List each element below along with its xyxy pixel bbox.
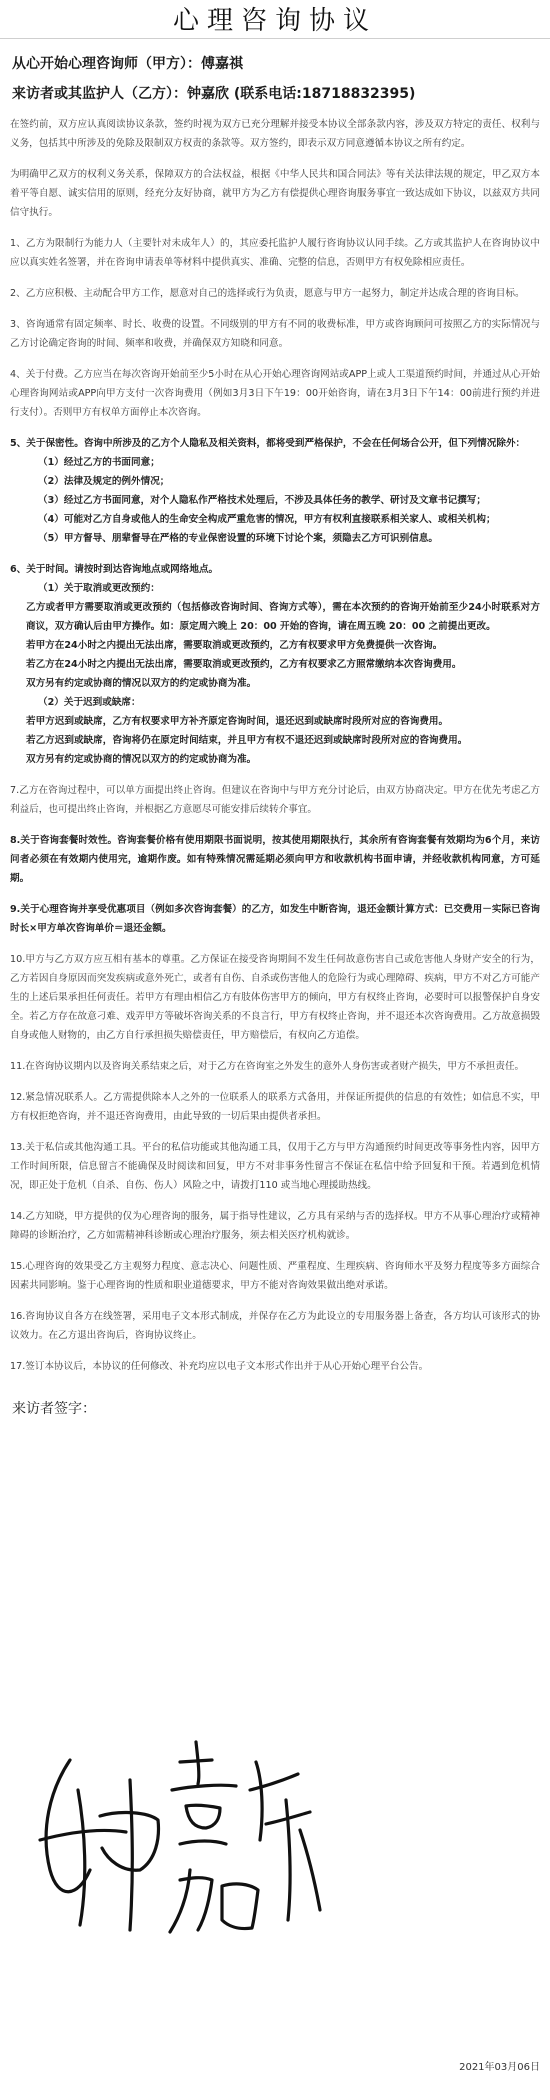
clause-8: 8.关于咨询套餐时效性。咨询套餐价格有使用期限书面说明，按其使用期限执行，其余所有咨询套餐有效期均为6个月，来访问者必须在有效期内使用完，逾期作废。如有特殊情况需延期必须向甲方和收款机构书面申请，并经收款机构同意，方可延期。 (10, 835, 540, 884)
clause-6-sub1-para2: 若甲方在24小时之内提出无法出席，需要取消或更改预约，乙方有权要求甲方免费提供一次咨询。 (26, 640, 443, 651)
clause-4: 4、关于付费。乙方应当在每次咨询开始前至少5小时在从心开始心理咨询网站或APP上或人工渠道预约时间，并通过从心开始心理咨询网站或APP向甲方支付一次咨询费用（例如3月3日下午19：00开始咨询，请在3月3日下午14：00前进行预约并进行支付）。否则甲方有权单方面停止本次咨询。 (10, 369, 540, 418)
counselor-line: 从心开始心理咨询师（甲方）：傅嘉祺 (12, 56, 243, 72)
clause-14: 14.乙方知晓，甲方提供的仅为心理咨询的服务，属于指导性建议，乙方具有采纳与否的选择权。甲方不从事心理治疗或精神障碍的诊断治疗，乙方如需精神科诊断或心理治疗服务，须去相关医疗机构就诊。 (10, 1211, 540, 1241)
clause-5-item-1: （1）经过乙方的书面同意； (38, 457, 160, 468)
clause-10: 10.甲方与乙方双方应互相有基本的尊重。乙方保证在接受咨询期间不发生任何故意伤害自己或危害他人身财产安全的行为，乙方若因自身原因而突发疾病或意外死亡，或者有自伤、自杀或伤害他人的危险行为或心理障碍、疾病，甲方不对乙方可能产生的上述后果承担任何责任。若甲方有理由相信乙方有肢体伤害甲方的倾向，甲方有权终止咨询，必要时可以报警保护自身安全。若乙方存在故意刁难、戏弄甲方等破坏咨询关系的不良言行，甲方有权终止咨询，并不退还本次咨询费用。乙方故意损毁自身或他人财物的，由乙方自行承担损失赔偿责任，甲方赔偿后，有权向乙方追偿。 (10, 954, 540, 1041)
clause-5-intro: 5、关于保密性。咨询中所涉及的乙方个人隐私及相关资料，都将受到严格保护，不会在任何场合公开，但下列情况除外： (10, 438, 526, 449)
clause-6-intro: 6、关于时间。请按时到达咨询地点或网络地点。 (10, 564, 219, 575)
clause-6-sub2-para1: 若甲方迟到或缺席，乙方有权要求甲方补齐原定咨询时间，退还迟到或缺席时段所对应的咨询费用。 (26, 716, 449, 727)
clause-9: 9.关于心理咨询并享受优惠项目（例如多次咨询套餐）的乙方，如发生中断咨询，退还金额计算方式：已交费用－实际已咨询时长×甲方单次咨询单价＝退还金额。 (10, 904, 540, 934)
clause-15: 15.心理咨询的效果受乙方主观努力程度、意志决心、问题性质、严重程度、生理疾病、咨询师水平及努力程度等多方面综合因素共同影响。鉴于心理咨询的性质和职业道德要求，甲方不能对咨询效果做出绝对承诺。 (10, 1261, 540, 1291)
clause-6-sub1-title: （1）关于取消或更改预约： (38, 583, 160, 594)
clause-13: 13.关于私信或其他沟通工具。平台的私信功能或其他沟通工具，仅用于乙方与甲方沟通预约时间更改等事务性内容，因甲方工作时间所限，信息留言不能确保及时阅读和回复，甲方不对非事务性留言不保证在私信中给予回复和干预。若遇到危机情况，即正处于危机（自杀、自伤、伤人）风险之中，请拨打110 或当地心理援助热线。 (10, 1142, 540, 1191)
clause-5-item-3: （3）经过乙方书面同意，对个人隐私作严格技术处理后，不涉及具体任务的教学、研讨及文章书记撰写； (38, 495, 486, 506)
clause-16: 16.咨询协议自各方在线签署，采用电子文本形式制成，并保存在乙方为此设立的专用服务器上备查，各方均认可该形式的协议效力。在乙方退出咨询后，咨询协议终止。 (10, 1311, 540, 1341)
clause-6-sub1-para4: 双方另有约定或协商的情况以双方的约定或协商为准。 (26, 678, 257, 689)
clause-5-item-2: （2）法律及规定的例外情况； (38, 476, 170, 487)
clause-17: 17.签订本协议后，本协议的任何修改、补充均应以电子文本形式作出并于从心开始心理平台公告。 (10, 1361, 429, 1372)
preamble-paragraph: 在签约前，双方应认真阅读协议条款，签约时视为双方已充分理解并接受本协议全部条款内容，涉及双方特定的责任、权利与义务，包括其中所涉及的免除及限制双方权责的条款等。双方签约，即表示双方同意遵循本协议之所有约定。 (10, 119, 540, 149)
clause-6-sub1-para3: 若乙方在24小时之内提出无法出席，需要取消或更改预约，乙方有权要求乙方照常缴纳本次咨询费用。 (26, 659, 462, 670)
clause-5-item-4: （4）可能对乙方自身或他人的生命安全构成严重危害的情况，甲方有权利直接联系相关家人、或相关机构； (38, 514, 496, 525)
clause-6-sub2-para2: 若乙方迟到或缺席，咨询将仍在原定时间结束，并且甲方有权不退还迟到或缺席时段所对应的咨询费用。 (26, 735, 468, 746)
clause-5-item-5: （5）甲方督导、朋辈督导在严格的专业保密设置的环境下讨论个案，须隐去乙方可识别信息。 (38, 533, 439, 544)
page-title: 心理咨询协议 (0, 4, 550, 39)
clause-3: 3、咨询通常有固定频率、时长、收费的设置。不同级别的甲方有不同的收费标准，甲方或咨询顾问可按照乙方的实际情况与乙方讨论确定咨询的时间、频率和收费，并确保双方知晓和同意。 (10, 319, 540, 349)
clause-2: 2、乙方应积极、主动配合甲方工作，愿意对自己的选择或行为负责，愿意与甲方一起努力，制定并达成合理的咨询目标。 (10, 288, 525, 299)
handwritten-signature (30, 1720, 330, 1950)
client-line: 来访者或其监护人（乙方）：钟嘉欣 (联系电话:18718832395) (12, 86, 416, 102)
clause-6-sub2-para3: 双方另有约定或协商的情况以双方的约定或协商为准。 (26, 754, 257, 765)
signing-date: 2021年03月06日 (459, 2062, 540, 2073)
clause-11: 11.在咨询协议期内以及咨询关系结束之后，对于乙方在咨询室之外发生的意外人身伤害或者财产损失，甲方不承担责任。 (10, 1061, 525, 1072)
clause-1: 1、乙方为限制行为能力人（主要针对未成年人）的，其应委托监护人履行咨询协议认同手续。乙方或其监护人在咨询协议中应以真实姓名签署，并在咨询申请表单等材料中提供真实、准确、完整的信息，否则甲方有权免除相应责任。 (10, 238, 540, 268)
clause-6-sub2-title: （2）关于迟到或缺席： (38, 697, 141, 708)
clause-6-sub1-body: 乙方或者甲方需要取消或更改预约（包括修改咨询时间、咨询方式等），需在本次预约的咨询开始前至少24小时联系对方商议，双方确认后由甲方操作。如：原定周六晚上 20：00 开始的咨询，请在周五晚 20：00 之前提出更改。 (26, 602, 540, 632)
clause-7: 7.乙方在咨询过程中，可以单方面提出终止咨询。但建议在咨询中与甲方充分讨论后，由双方协商决定。甲方在优先考虑乙方利益后，也可提出终止咨询，并根据乙方意愿尽可能安排后续转介事宜。 (10, 785, 540, 815)
purpose-paragraph: 为明确甲乙双方的权利义务关系，保障双方的合法权益，根据《中华人民共和国合同法》等有关法律法规的规定，甲乙双方本着平等自愿、诚实信用的原则，经充分友好协商，就甲方为乙方有偿提供心理咨询服务事宜一致达成如下协议，以兹双方共同信守执行。 (10, 169, 540, 218)
clause-12: 12.紧急情况联系人。乙方需提供除本人之外的一位联系人的联系方式备用，并保证所提供的信息的有效性；如信息不实，甲方有权拒绝咨询，并不退还咨询费用，由此导致的一切后果由提供者承担。 (10, 1092, 540, 1122)
signature-label: 来访者签字： (12, 1401, 96, 1417)
